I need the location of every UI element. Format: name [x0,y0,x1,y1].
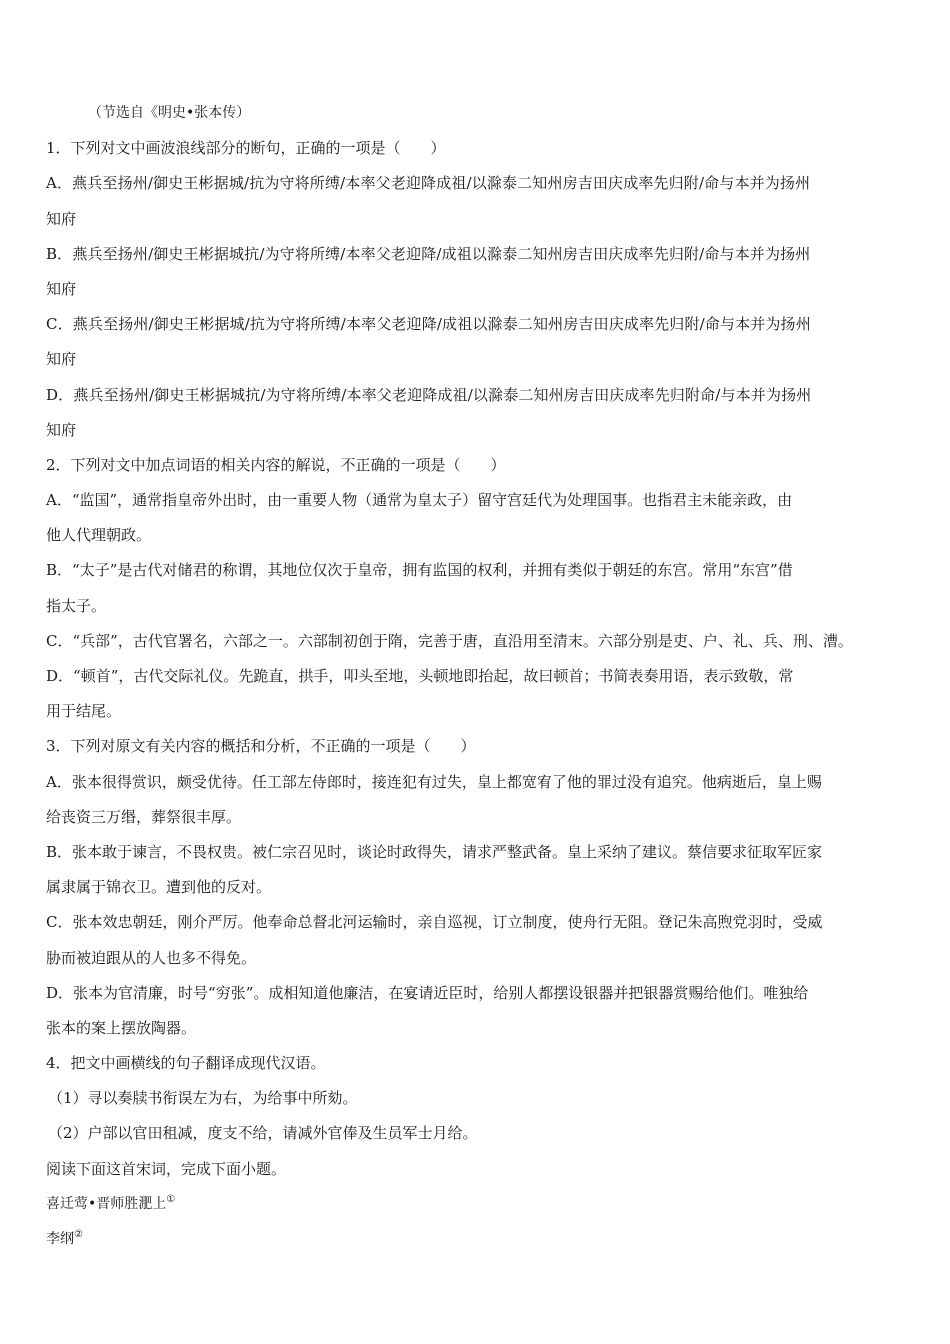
poem-intro: 阅读下面这首宋词，完成下面小题。 [46,1159,287,1178]
question-2-option-a-cont: 他人代理朝政。 [46,526,152,545]
poem-author-footnote-marker: ② [74,1229,83,1240]
question-1-option-b-cont: 知府 [46,279,77,298]
question-3-option-d-cont: 张本的案上摆放陶器。 [46,1018,197,1037]
poem-title-text: 喜迁莺•晋师胜淝上 [46,1195,167,1212]
question-3-option-c-cont: 胁而被迫跟从的人也多不得免。 [46,948,257,967]
question-1-option-c-cont: 知府 [46,350,77,369]
question-2-option-c: C．“兵部”，古代官署名，六部之一。六部制初创于隋，完善于唐，直沿用至清末。六部分别是吏、户、礼、兵、刑、漕。 [46,631,853,650]
poem-title [46,1187,910,1222]
question-2-option-d: D．“顿首”，古代交际礼仪。先跪直，拱手，叩头至地，头顿地即抬起，故曰顿首；书简表奏用语，表示致敬，常 [46,667,794,685]
question-1-option-d-cont: 知府 [46,420,77,439]
question-3-option-d: D．张本为官清廉，时号“穷张”。成相知道他廉洁，在宴请近臣时，给别人都摆设银器并把银器赏赐给他们。唯独给 [46,983,809,1002]
question-3-option-c: C．张本效忠朝廷，刚介严厉。他奉命总督北河运输时，亲自巡视，订立制度，使舟行无阻。登记朱高煦党羽时，受威 [46,913,823,932]
question-3-option-a-cont: 给丧资三万缗，葬祭很丰厚。 [46,807,242,826]
question-4-item-1: （1）寻以奏牍书衔误左为右，为给事中所劾。 [48,1089,358,1108]
question-3-option-b-cont: 属隶属于锦衣卫。遭到他的反对。 [46,878,272,897]
question-2-option-b-cont: 指太子。 [46,596,107,615]
question-2-option-d-cont: 用于结尾。 [46,702,122,721]
question-3-option-b: B．张本敢于谏言，不畏权贵。被仁宗召见时，谈论时政得失，请求严整武备。皇上采纳了建议。蔡信要求征取军匠家 [46,842,823,861]
question-2-stem: 2．下列对文中加点词语的相关内容的解说，不正确的一项是（ ） [46,455,506,474]
question-3-option-a: A．张本很得赏识，颇受优待。任工部左侍郎时，接连犯有过失，皇上都宽宥了他的罪过没有追究。他病逝后，皇上赐 [46,772,822,791]
poem-title-footnote-marker: ① [166,1193,176,1205]
question-2-option-a: A．“监国”，通常指皇帝外出时，由一重要人物（通常为皇太子）留守宫廷代为处理国事。也指君主未能亲政，由 [46,491,793,510]
question-1-option-d: D．燕兵至扬州/御史王彬据城抗/为守将所缚/本率父老迎降成祖/以滁泰二知州房吉田庆成率先归附命/与本并为扬州 [46,385,812,404]
poem-author [46,1222,910,1257]
question-2-option-b: B．“太子”是古代对储君的称谓，其地位仅次于皇帝，拥有监国的权利，并拥有类似于朝廷的东宫。常用“东宫”借 [46,561,793,580]
question-1-stem: 1．下列对文中画波浪线部分的断句，正确的一项是（ ） [46,139,446,158]
question-1-option-a-cont: 知府 [46,209,77,228]
question-1-option-a: A．燕兵至扬州/御史王彬据城/抗为守将所缚/本率父老迎降成祖/以滁泰二知州房吉田庆成率先归附/命与本并为扬州 [46,174,811,193]
question-4-item-2: （2）户部以官田租减，度支不给，请减外官俸及生员军士月给。 [48,1124,478,1143]
question-3-stem: 3．下列对原文有关内容的概括和分析，不正确的一项是（ ） [46,737,476,756]
question-4-stem: 4．把文中画横线的句子翻译成现代汉语。 [46,1054,326,1073]
document-page [46,96,910,1257]
question-1-option-c: C．燕兵至扬州/御史王彬据城/抗为守将所缚/本率父老迎降/成祖以滁泰二知州房吉田庆成率先归附/命与本并为扬州 [46,315,811,334]
question-1-option-b: B．燕兵至扬州/御史王彬据城抗/为守将所缚/本率父老迎降/成祖以滁泰二知州房吉田庆成率先归附/命与本并为扬州 [46,244,811,263]
poem-author-text: 李纲 [46,1231,74,1247]
source-note: （节选自《明史•张本传） [88,105,251,121]
